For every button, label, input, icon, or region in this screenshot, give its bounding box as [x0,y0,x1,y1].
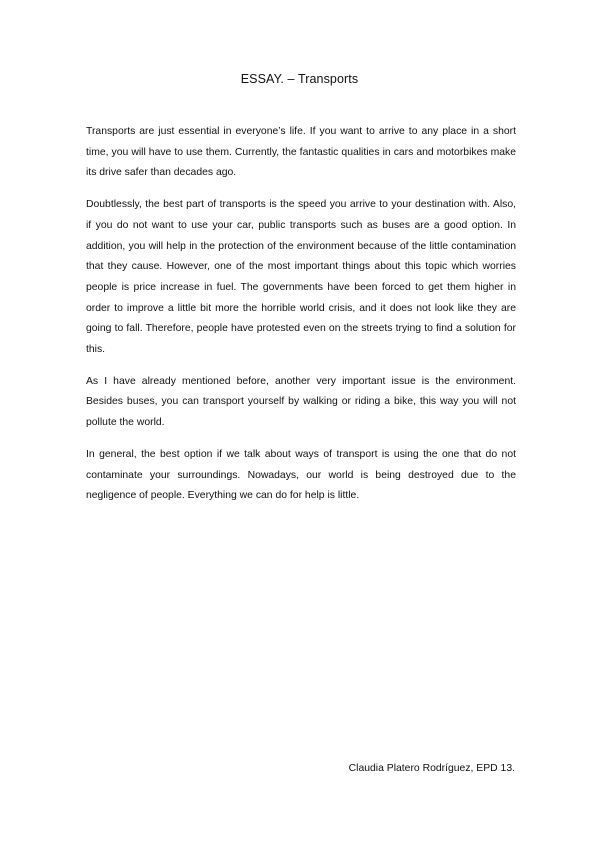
author-signature: Claudia Platero Rodríguez, EPD 13. [348,763,515,774]
essay-title: ESSAY. – Transports [240,72,359,86]
essay-body [86,122,516,518]
paragraph-4: In general, the best option if we talk about ways of transport is using the one that do not contaminate your surroundings. Nowadays, our world is being destroyed due to the negligence of people. Everything we can do for help is little. [86,448,516,502]
paragraph-3: As I have already mentioned before, another very important issue is the environment. Besides buses, you can transport yourself by walking or riding a bike, this way you will not pollute the world. [86,375,516,429]
paragraph-2: Doubtlessly, the best part of transports is the speed you arrive to your destination with. Also, if you do not want to use your car, public transports such as buses are a good option. In addition, you will help in the protection of the environment because of the little contamination that they cause. However, one of the most important things about this topic which worries people is price increase in fuel. The governments have been forced to get them higher in order to improve a little bit more the horrible world crisis, and it does not look like they are going to fall. Therefore, people have protested even on the streets trying to find a solution for this. [86,199,516,356]
paragraph-1: Transports are just essential in everyone’s life. If you want to arrive to any place in a short time, you will have to use them. Currently, the fantastic qualities in cars and motorbikes make its drive safer than decades ago. [86,126,516,179]
